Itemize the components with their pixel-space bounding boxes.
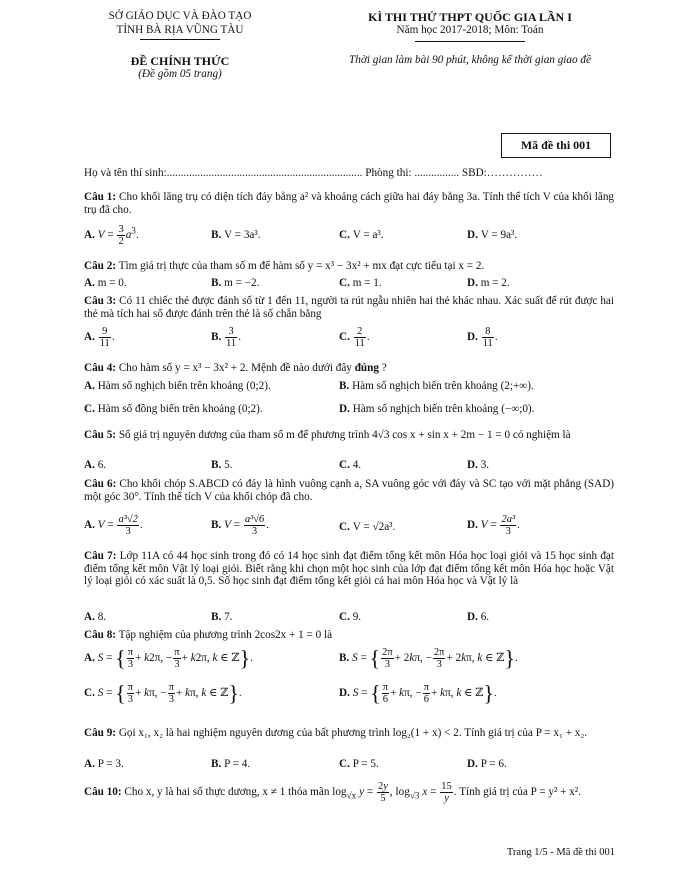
option-c[interactable]: C. V = a³. [339, 229, 384, 241]
question-1 [84, 191, 614, 216]
option-b[interactable]: B. V = $\frac{\text{a³√6}}{3}$ . [211, 514, 270, 537]
exam-code-box: Mã đề thi 001 [501, 133, 611, 158]
question-6: Câu 6: Cho khối chóp S.ABCD có đáy là hình vuông cạnh a, SA vuông góc với đáy và SC tạo với mặt phẳng (SAD) một góc 30°. Tính thể tích V của khối chóp đã cho. [84, 478, 615, 503]
question-7: Câu 7: Lớp 11A có 44 học sinh trong đó có 14 học sinh đạt điểm tổng kết môn Hóa học loại giỏi và 15 học sinh đạt điểm tổng kết môn Vật lý loại giỏi. Biết rằng khi chọn một học sinh của lớp đạt điểm tổng kết môn Hóa học hoặc Vật lý loại giỏi có xác suất là 0,5. Số học sinh đạt điểm tổng kết giỏi cả hai môn Hóa học và Vật lý là [84, 550, 615, 588]
option-c[interactable]: C. m = 1. [339, 277, 382, 289]
option-d[interactable]: D. 3. [467, 459, 490, 471]
option-b[interactable]: B. Hàm số nghịch biến trên khoảng (2;+∞). [339, 380, 534, 392]
q5-options [84, 459, 614, 473]
time-note: Thời gian làm bài 90 phút, không kể thời gian giao đề [349, 54, 591, 66]
q1-options [84, 224, 614, 248]
question-text: Cho khối lăng trụ có diện tích đáy bằng a² và khoảng cách giữa hai đáy bằng 3a. Tính thể tích V của khối lăng trụ đã cho. [84, 191, 615, 216]
option-a[interactable]: A. m = 0. [84, 277, 127, 289]
q2-options [84, 277, 614, 291]
option-a[interactable]: A. S = { $\frac{\pi}{3}$ + k2π, − $\frac{\pi}{3}$ + k2π, k ∈ ℤ}. [84, 645, 253, 671]
option-a[interactable]: A. V = $\frac{\text{a³√2}}{3}$ . [84, 514, 143, 537]
option-a[interactable]: A. V = $\frac{3}{2}$ $a^3$. [84, 224, 139, 247]
option-c[interactable]: C. $\frac{2}{11}$ . [339, 326, 370, 349]
option-a[interactable]: A. $\frac{9}{11}$ . [84, 326, 115, 349]
student-info-line: Họ và tên thí sinh:...................................................................... Phòng thi: ................ SBD:…………… [84, 167, 543, 179]
option-b[interactable]: B. m = −2. [211, 277, 260, 289]
department-line-2: TỈNH BÀ RỊA VŨNG TÀU [116, 24, 244, 36]
page-footer: Trang 1/5 - Mã đề thi 001 [506, 847, 615, 858]
option-b[interactable]: B. S = { $\frac{2\pi}{3}$ + 2kπ, − $\frac{2\pi}{3}$ + 2kπ, k ∈ ℤ}. [339, 645, 518, 671]
exam-title: KÌ THI THỬ THPT QUỐC GIA LẦN I [368, 10, 572, 24]
option-d[interactable]: D. P = 6. [467, 758, 507, 770]
official-label: ĐỀ CHÍNH THỨC [130, 54, 230, 68]
option-b[interactable]: B. P = 4. [211, 758, 251, 770]
question-9: Câu 9: Gọi x₁, x₂ là hai nghiệm nguyên dương của bất phương trình log₂(1 + x) < 2. Tính giá trị của P = x₁ + x₂. [84, 727, 588, 739]
q8-options [84, 647, 614, 717]
option-b[interactable]: B. 7. [211, 611, 233, 623]
option-a[interactable]: A. 6. [84, 459, 107, 471]
option-d[interactable]: D. $\frac{8}{11}$ . [467, 326, 498, 349]
question-3: Câu 3: Có 11 chiếc thẻ được đánh số từ 1 đến 11, người ta rút ngẫu nhiên hai thẻ khác nhau. Xác suất để rút được hai thẻ mà tích hai số được đánh trên thẻ là số chẵn bằng [84, 295, 615, 320]
option-c[interactable]: C. 9. [339, 611, 362, 623]
year-subject: Năm học 2017-2018; Môn: Toán [396, 24, 544, 36]
header-left-rule [140, 39, 220, 40]
option-b[interactable]: B. 5. [211, 459, 233, 471]
option-d[interactable]: D. S = { $\frac{\pi}{6}$ + kπ, − $\frac{\pi}{6}$ + kπ, k ∈ ℤ}. [339, 680, 497, 706]
option-a[interactable]: A. P = 3. [84, 758, 124, 770]
option-d[interactable]: D. V = 9a³. [467, 229, 518, 241]
option-b[interactable]: B. $\frac{3}{11}$ . [211, 326, 241, 349]
pages-note: (Đề gồm 05 trang) [138, 68, 222, 80]
option-d[interactable]: D. V = $\frac{\text{2a³}}{3}$ . [467, 514, 520, 537]
option-a[interactable]: A. Hàm số nghịch biến trên khoảng (0;2). [84, 380, 271, 392]
question-label: Câu 1: [84, 191, 117, 203]
q9-options [84, 758, 614, 772]
question-4: Câu 4: Cho hàm số y = x³ − 3x² + 2. Mệnh đề nào dưới đây đúng ? [84, 362, 387, 374]
option-d[interactable]: D. Hàm số nghịch biến trên khoảng (−∞;0). [339, 403, 535, 415]
option-c[interactable]: C. P = 5. [339, 758, 379, 770]
option-c[interactable]: C. Hàm số đồng biến trên khoảng (0;2). [84, 403, 263, 415]
option-c[interactable]: C. V = √2a³. [339, 521, 396, 533]
department-line-1: SỞ GIÁO DỤC VÀ ĐÀO TẠO [108, 10, 252, 22]
q4-options [84, 380, 614, 420]
option-d[interactable]: D. m = 2. [467, 277, 510, 289]
question-8: Câu 8: Tập nghiệm của phương trình 2cos2x + 1 = 0 là [84, 629, 333, 641]
question-10: Câu 10: Cho x, y là hai số thực dương, x ≠ 1 thỏa mãn $\log_{√x} y$ = $\frac{2y}{5}$ , $\log_{√3} x$ = $\frac{15}{y}$ . Tính giá trị của P = y² + x². [84, 781, 581, 804]
header-right-rule [415, 41, 525, 42]
option-b[interactable]: B. V = 3a³. [211, 229, 261, 241]
q7-options [84, 611, 614, 625]
option-d[interactable]: D. 6. [467, 611, 490, 623]
question-5: Câu 5: Số giá trị nguyên dương của tham số m để phương trình 4√3 cos x + sin x + 2m − 1 = 0 có nghiệm là [84, 429, 571, 441]
q3-options [84, 326, 614, 352]
question-2: Câu 2: Tìm giá trị thực của tham số m để hàm số y = x³ − 3x² + mx đạt cực tiểu tại x = 2. [84, 260, 485, 272]
option-c[interactable]: C. 4. [339, 459, 362, 471]
q6-options [84, 514, 614, 542]
option-a[interactable]: A. 8. [84, 611, 107, 623]
option-c[interactable]: C. S = { $\frac{\pi}{3}$ + kπ, − $\frac{\pi}{3}$ + kπ, k ∈ ℤ}. [84, 680, 242, 706]
